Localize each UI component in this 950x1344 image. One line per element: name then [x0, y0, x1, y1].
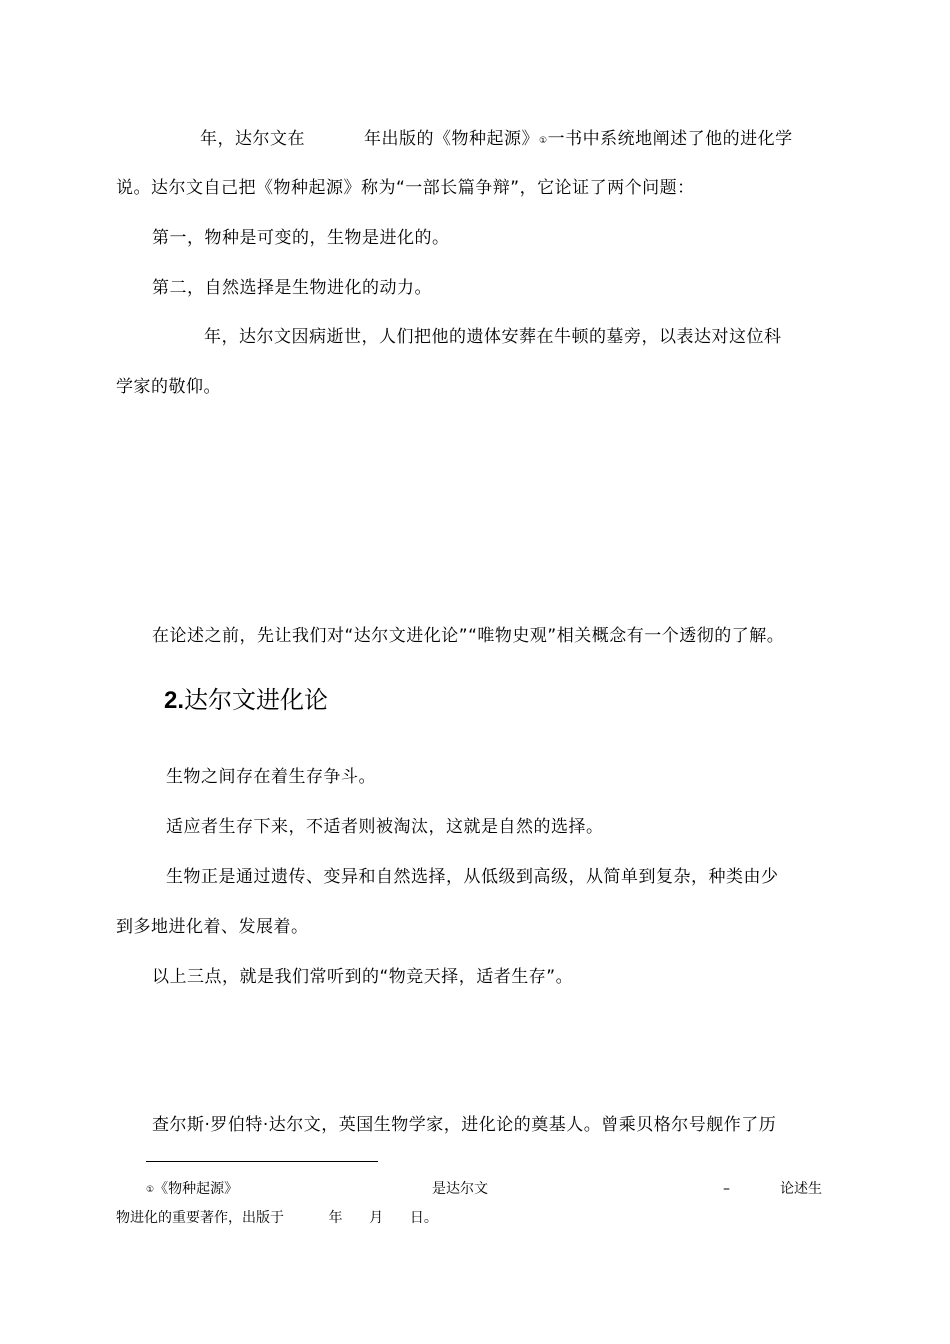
text-run: 一书中系统地阐述了他的进化学 [547, 129, 793, 149]
paragraph-line: 适应者生存下来，不适者则被淘汰，这就是自然的选择。 [166, 817, 604, 837]
footnote-title: 《物种起源》 [154, 1181, 239, 1197]
footnote-text: 是达尔文 [432, 1181, 488, 1197]
heading-number: 2. [164, 687, 185, 714]
footnote-divider [146, 1161, 378, 1162]
paragraph-line: 到多地进化着、发展着。 [116, 917, 309, 937]
footnote-marker: ① [146, 1185, 155, 1195]
intro-paragraph: 在论述之前，先让我们对“达尔文进化论”“唯物史观”相关概念有一个透彻的了解。 [152, 626, 785, 646]
section-heading [164, 685, 328, 716]
list-item: 第二，自然选择是生物进化的动力。 [152, 278, 432, 298]
paragraph-line [200, 128, 793, 152]
footnote-marker[interactable]: ① [539, 136, 548, 146]
list-item: 第一，物种是可变的，生物是进化的。 [152, 228, 450, 248]
paragraph-line: 年，达尔文因病逝世，人们把他的遗体安葬在牛顿的墓旁，以表达对这位科 [204, 327, 782, 347]
text-run: 年，达尔文在 年出版的《物种起源》 [200, 129, 540, 149]
paragraph-line: 以上三点，就是我们常听到的“物竞天择，适者生存”。 [152, 967, 574, 987]
footnote-line: 物进化的重要著作，出版于 年 月 日。 [116, 1210, 438, 1226]
paragraph-line: 学家的敬仰。 [116, 377, 221, 397]
paragraph-line: 说。达尔文自己把《物种起源》称为“一部长篇争辩”，它论证了两个问题： [116, 178, 695, 198]
paragraph-line: 生物之间存在着生存争斗。 [166, 767, 376, 787]
paragraph-line: 生物正是通过遗传、变异和自然选择，从低级到高级，从简单到复杂，种类由少 [166, 867, 779, 887]
paragraph-line: 查尔斯·罗伯特·达尔文，英国生物学家，进化论的奠基人。曾乘贝格尔号舰作了历 [152, 1115, 777, 1135]
heading-text: 达尔文进化论 [184, 686, 329, 714]
footnote-text: 论述生 [780, 1181, 822, 1197]
footnote-dash: – [723, 1181, 730, 1197]
footnote-line [146, 1180, 238, 1199]
